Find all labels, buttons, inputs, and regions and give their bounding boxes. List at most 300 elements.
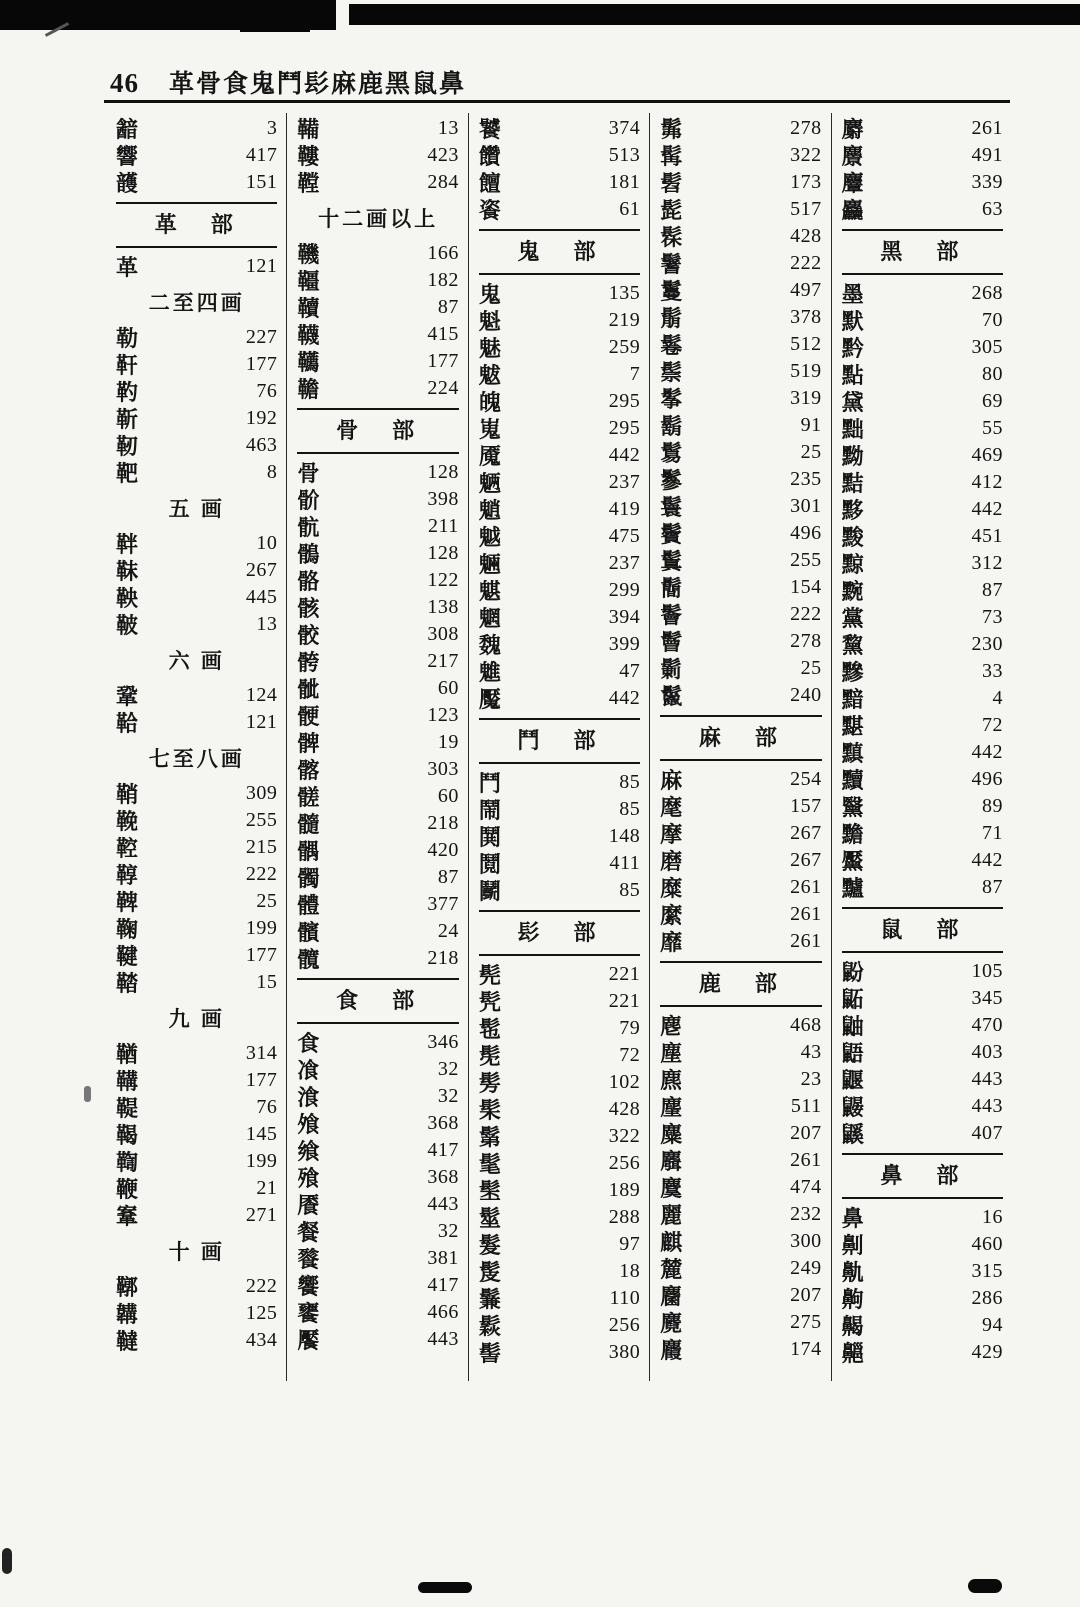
entry-page-number: 295	[608, 417, 641, 439]
entry-page-number: 18	[619, 1260, 641, 1282]
index-entry	[842, 847, 1003, 874]
entry-page-number: 380	[608, 1341, 641, 1363]
entry-page-number: 80	[982, 363, 1004, 385]
entry-character: 黯	[841, 687, 864, 712]
radical-section-header: 鬥 部	[479, 718, 640, 764]
entry-page-number: 496	[971, 768, 1004, 790]
entry-character: 魅	[478, 336, 501, 361]
index-entry	[660, 1336, 821, 1363]
index-entry	[116, 1202, 277, 1229]
entry-page-number: 443	[971, 1068, 1004, 1090]
entry-character: 骾	[297, 704, 320, 729]
entry-page-number: 259	[608, 336, 641, 358]
entry-character: 勒	[116, 326, 139, 351]
entry-character: 魍	[478, 606, 501, 631]
scan-artifact-top-left-bar	[0, 0, 336, 30]
entry-page-number: 429	[971, 1341, 1004, 1363]
entry-page-number: 475	[608, 525, 641, 547]
index-entry	[116, 1040, 277, 1067]
entry-page-number: 157	[790, 795, 822, 817]
index-entry	[479, 988, 640, 1015]
entry-page-number: 434	[245, 1329, 278, 1351]
entry-page-number: 7	[629, 363, 641, 385]
entry-page-number: 235	[790, 468, 822, 490]
index-entry	[297, 594, 458, 621]
entry-page-number: 224	[427, 377, 459, 399]
entry-page-number: 368	[427, 1112, 459, 1134]
entry-character: 湌	[297, 1085, 320, 1110]
entry-page-number: 123	[427, 704, 459, 726]
entry-page-number: 295	[608, 390, 641, 412]
index-entry	[660, 1093, 821, 1120]
entry-character: 髫	[660, 171, 683, 196]
index-entry	[479, 1177, 640, 1204]
entry-character: 韽	[116, 117, 139, 142]
entry-character: 韂	[297, 377, 320, 402]
entry-page-number: 398	[427, 488, 459, 510]
entry-character: 墨	[841, 282, 864, 307]
entry-character: 麚	[660, 1338, 683, 1363]
entry-character: 鼫	[841, 987, 864, 1012]
entry-page-number: 261	[790, 876, 822, 898]
index-entry	[660, 466, 821, 493]
entry-character: 靽	[116, 532, 139, 557]
entry-page-number: 466	[427, 1301, 459, 1323]
entry-character: 食	[297, 1031, 320, 1056]
radical-section-header: 鹿 部	[660, 961, 821, 1007]
entry-character: 鞘	[116, 782, 139, 807]
entry-page-number: 32	[437, 1220, 459, 1242]
entry-character: 鞞	[116, 890, 139, 915]
index-entry	[479, 1096, 640, 1123]
entry-page-number: 271	[245, 1204, 278, 1226]
entry-page-number: 174	[790, 1338, 822, 1360]
entry-page-number: 468	[790, 1014, 822, 1036]
entry-character: 黨	[841, 606, 864, 631]
scan-artifact-top-right-bar	[349, 4, 1080, 25]
entry-character: 骯	[297, 515, 320, 540]
index-entry	[842, 388, 1003, 415]
entry-character: 麖	[841, 144, 864, 169]
index-entry	[660, 331, 821, 358]
index-entry	[116, 557, 277, 584]
entry-page-number: 218	[427, 947, 459, 969]
index-entry	[842, 169, 1003, 196]
entry-page-number: 85	[619, 798, 641, 820]
index-entry	[116, 611, 277, 638]
entry-character: 黳	[841, 795, 864, 820]
entry-character: 縻	[660, 903, 683, 928]
entry-character: 摩	[660, 822, 683, 847]
index-entry	[479, 685, 640, 712]
entry-page-number: 60	[437, 677, 459, 699]
index-entry	[660, 358, 821, 385]
index-entry	[660, 601, 821, 628]
index-entry	[479, 1258, 640, 1285]
entry-page-number: 322	[790, 144, 822, 166]
entry-character: 黷	[841, 768, 864, 793]
entry-page-number: 411	[609, 852, 641, 874]
entry-page-number: 417	[245, 144, 278, 166]
entry-page-number: 87	[982, 876, 1004, 898]
entry-page-number: 177	[427, 350, 459, 372]
entry-page-number: 394	[608, 606, 641, 628]
index-entry	[660, 115, 821, 142]
entry-page-number: 460	[971, 1233, 1004, 1255]
entry-page-number: 218	[427, 812, 459, 834]
entry-page-number: 451	[971, 525, 1004, 547]
entry-character: 麛	[660, 1149, 683, 1174]
entry-character: 鼯	[841, 1041, 864, 1066]
entry-character: 鞌	[116, 1204, 139, 1229]
index-entry	[660, 547, 821, 574]
index-entry	[116, 142, 277, 169]
index-entry	[297, 348, 458, 375]
entry-page-number: 76	[256, 1096, 278, 1118]
index-entry	[116, 1121, 277, 1148]
entry-character: 黛	[841, 390, 864, 415]
entry-page-number: 420	[427, 839, 459, 861]
entry-character: 鞚	[116, 836, 139, 861]
stroke-count-subheader: 五 画	[168, 497, 225, 521]
index-entry	[297, 864, 458, 891]
entry-character: 饔	[297, 1301, 320, 1326]
entry-character: 鶻	[297, 542, 320, 567]
entry-page-number: 124	[245, 684, 278, 706]
entry-character: 鞫	[116, 1150, 139, 1175]
entry-page-number: 79	[619, 1017, 641, 1039]
entry-character: 鼢	[841, 960, 864, 985]
stroke-count-subheader: 九 画	[168, 1007, 225, 1031]
entry-character: 鞠	[116, 917, 139, 942]
index-entry	[479, 1042, 640, 1069]
entry-page-number: 32	[437, 1058, 459, 1080]
entry-page-number: 442	[971, 741, 1004, 763]
entry-character: 黧	[841, 633, 864, 658]
entry-character: 魘	[478, 687, 501, 712]
entry-page-number: 121	[245, 711, 278, 733]
entry-character: 魋	[478, 660, 501, 685]
entry-character: 麀	[660, 1014, 683, 1039]
index-entry	[297, 891, 458, 918]
entry-character: 飡	[297, 1058, 320, 1083]
entry-character: 鬼	[478, 282, 501, 307]
index-entry	[297, 1110, 458, 1137]
entry-page-number: 87	[982, 579, 1004, 601]
entry-character: 靭	[116, 434, 139, 459]
entry-character: 鞹	[116, 1275, 139, 1300]
entry-page-number: 378	[790, 306, 822, 328]
entry-character: 餈	[478, 198, 501, 223]
index-entry	[660, 169, 821, 196]
index-entry	[479, 769, 640, 796]
index-entry	[116, 324, 277, 351]
entry-character: 饘	[478, 171, 501, 196]
entry-character: 黸	[841, 876, 864, 901]
radical-section-header: 骨 部	[297, 408, 458, 454]
index-entry	[842, 307, 1003, 334]
page-number: 46	[110, 68, 139, 98]
entry-character: 髓	[297, 812, 320, 837]
entry-character: 饕	[478, 117, 501, 142]
index-entry	[116, 405, 277, 432]
index-entry	[660, 793, 821, 820]
index-entry	[116, 942, 277, 969]
entry-character: 麻	[660, 768, 683, 793]
entry-page-number: 125	[245, 1302, 278, 1324]
entry-character: 鞏	[116, 684, 139, 709]
entry-page-number: 469	[971, 444, 1004, 466]
entry-character: 饗	[297, 1274, 320, 1299]
entry-character: 劓	[841, 1233, 864, 1258]
entry-page-number: 442	[608, 444, 641, 466]
entry-page-number: 189	[608, 1179, 641, 1201]
entry-page-number: 94	[982, 1314, 1004, 1336]
entry-character: 韝	[116, 1302, 139, 1327]
entry-page-number: 87	[437, 296, 459, 318]
index-entry	[660, 1012, 821, 1039]
entry-character: 鬃	[660, 360, 683, 385]
entry-character: 鬑	[478, 1287, 501, 1312]
entry-page-number: 76	[256, 380, 278, 402]
entry-character: 麤	[841, 198, 864, 223]
index-column-2	[286, 113, 467, 1381]
index-entry	[297, 169, 458, 196]
entry-page-number: 85	[619, 771, 641, 793]
entry-page-number: 497	[790, 279, 822, 301]
entry-page-number: 97	[619, 1233, 641, 1255]
entry-character: 鬥	[478, 771, 501, 796]
entry-page-number: 267	[245, 559, 278, 581]
entry-page-number: 319	[790, 387, 822, 409]
entry-character: 靡	[660, 930, 683, 955]
index-entry	[842, 415, 1003, 442]
entry-character: 黔	[841, 336, 864, 361]
entry-character: 鞴	[297, 117, 320, 142]
index-entry	[479, 361, 640, 388]
page-title: 革骨食鬼鬥髟麻鹿黑鼠鼻	[169, 71, 467, 98]
entry-page-number: 256	[608, 1152, 641, 1174]
index-entry	[297, 756, 458, 783]
radical-section-header: 鼠 部	[842, 907, 1003, 953]
index-entry	[116, 1300, 277, 1327]
index-entry	[660, 250, 821, 277]
index-entry	[660, 1309, 821, 1336]
index-entry	[660, 439, 821, 466]
entry-character: 革	[116, 255, 139, 280]
entry-character: 麑	[660, 1311, 683, 1336]
entry-page-number: 63	[982, 198, 1004, 220]
entry-character: 髠	[478, 990, 501, 1015]
index-entry	[479, 1231, 640, 1258]
entry-page-number: 237	[608, 552, 641, 574]
entry-character: 鬎	[660, 657, 683, 682]
index-entry	[297, 1029, 458, 1056]
entry-page-number: 55	[982, 417, 1004, 439]
index-entry	[116, 530, 277, 557]
entry-page-number: 312	[971, 552, 1004, 574]
entry-page-number: 286	[971, 1287, 1004, 1309]
entry-character: 鬍	[660, 414, 683, 439]
entry-character: 鬖	[660, 468, 683, 493]
entry-page-number: 128	[427, 461, 459, 483]
entry-page-number: 513	[608, 144, 641, 166]
radical-section-header: 黑 部	[842, 229, 1003, 275]
entry-character: 鞻	[297, 144, 320, 169]
entry-character: 麈	[660, 1095, 683, 1120]
entry-page-number: 89	[982, 795, 1004, 817]
index-entry	[479, 1204, 640, 1231]
index-entry	[660, 196, 821, 223]
entry-page-number: 199	[245, 917, 278, 939]
entry-character: 髹	[660, 225, 683, 250]
entry-page-number: 314	[245, 1042, 278, 1064]
entry-character: 鬨	[478, 825, 501, 850]
entry-character: 髂	[297, 758, 320, 783]
entry-character: 鞬	[116, 944, 139, 969]
entry-character: 魇	[478, 444, 501, 469]
entry-page-number: 148	[608, 825, 641, 847]
entry-character: 麕	[660, 1284, 683, 1309]
index-entry	[660, 412, 821, 439]
entry-character: 磨	[660, 849, 683, 874]
entry-character: 鬒	[660, 549, 683, 574]
entry-character: 鼴	[841, 1068, 864, 1093]
index-entry	[297, 1272, 458, 1299]
entry-page-number: 177	[245, 353, 278, 375]
index-entry	[842, 196, 1003, 223]
entry-character: 齆	[841, 1341, 864, 1366]
entry-character: 髯	[660, 144, 683, 169]
index-entry	[297, 294, 458, 321]
entry-page-number: 25	[256, 890, 278, 912]
entry-page-number: 10	[256, 532, 278, 554]
index-entry	[842, 820, 1003, 847]
entry-character: 魌	[478, 579, 501, 604]
index-entry	[116, 915, 277, 942]
entry-character: 塵	[660, 1041, 683, 1066]
entry-character: 黠	[841, 471, 864, 496]
stroke-count-subheader: 十二画以上	[318, 207, 439, 231]
entry-page-number: 33	[982, 660, 1004, 682]
entry-page-number: 25	[800, 657, 822, 679]
index-entry	[842, 766, 1003, 793]
index-entry	[297, 267, 458, 294]
entry-page-number: 230	[971, 633, 1004, 655]
entry-page-number: 261	[790, 1149, 822, 1171]
entry-character: 鞔	[116, 809, 139, 834]
entry-character: 嵬	[478, 417, 501, 442]
entry-character: 髖	[297, 947, 320, 972]
entry-page-number: 303	[427, 758, 459, 780]
entry-character: 鬄	[660, 441, 683, 466]
entry-character: 麗	[660, 1203, 683, 1228]
entry-character: 餐	[297, 1220, 320, 1245]
index-entry	[842, 958, 1003, 985]
entry-character: 鼹	[841, 1095, 864, 1120]
entry-page-number: 268	[971, 282, 1004, 304]
index-entry	[297, 1218, 458, 1245]
index-entry	[479, 334, 640, 361]
entry-character: 魏	[478, 633, 501, 658]
entry-character: 髽	[478, 1206, 501, 1231]
index-entry	[297, 459, 458, 486]
radical-section-header: 革 部	[116, 202, 277, 248]
entry-page-number: 25	[800, 441, 822, 463]
index-entry	[297, 702, 458, 729]
entry-page-number: 463	[245, 434, 278, 456]
index-entry	[660, 1282, 821, 1309]
entry-character: 魃	[478, 363, 501, 388]
index-entry	[842, 523, 1003, 550]
entry-page-number: 442	[971, 498, 1004, 520]
entry-page-number: 91	[800, 414, 822, 436]
entry-page-number: 428	[790, 225, 822, 247]
index-entry	[842, 874, 1003, 901]
entry-character: 髬	[478, 1179, 501, 1204]
entry-character: 麝	[841, 117, 864, 142]
entry-page-number: 346	[427, 1031, 459, 1053]
entry-page-number: 254	[790, 768, 822, 790]
index-entry	[116, 1327, 277, 1354]
entry-page-number: 110	[609, 1287, 641, 1309]
entry-page-number: 412	[971, 471, 1004, 493]
entry-page-number: 61	[619, 198, 641, 220]
entry-page-number: 128	[427, 542, 459, 564]
entry-character: 骹	[297, 623, 320, 648]
entry-page-number: 237	[608, 471, 641, 493]
header-rule	[104, 100, 1010, 103]
index-entry	[660, 1174, 821, 1201]
entry-page-number: 301	[790, 495, 822, 517]
entry-character: 餮	[297, 1247, 320, 1272]
index-entry	[660, 1066, 821, 1093]
entry-page-number: 345	[971, 987, 1004, 1009]
radical-section-header: 食 部	[297, 978, 458, 1024]
entry-character: 魆	[478, 525, 501, 550]
entry-page-number: 121	[245, 255, 278, 277]
entry-character: 髕	[297, 920, 320, 945]
index-entry	[479, 142, 640, 169]
index-entry	[842, 280, 1003, 307]
entry-character: 鬠	[660, 603, 683, 628]
index-entry	[479, 577, 640, 604]
page-header	[110, 64, 1010, 100]
entry-page-number: 417	[427, 1139, 459, 1161]
entry-character: 鞧	[116, 1042, 139, 1067]
index-entry	[116, 834, 277, 861]
entry-page-number: 442	[608, 687, 641, 709]
entry-page-number: 261	[971, 117, 1004, 139]
entry-page-number: 278	[790, 117, 822, 139]
entry-character: 麓	[660, 1257, 683, 1282]
index-entry	[842, 469, 1003, 496]
entry-page-number: 13	[256, 613, 278, 635]
entry-page-number: 267	[790, 822, 822, 844]
index-entry	[297, 648, 458, 675]
entry-character: 黶	[841, 849, 864, 874]
entry-character: 骨	[297, 461, 320, 486]
entry-page-number: 69	[982, 390, 1004, 412]
entry-page-number: 374	[608, 117, 641, 139]
index-entry	[660, 1120, 821, 1147]
entry-character: 靮	[116, 380, 139, 405]
entry-page-number: 72	[982, 714, 1004, 736]
entry-page-number: 255	[245, 809, 278, 831]
index-entry	[479, 469, 640, 496]
entry-page-number: 173	[790, 171, 822, 193]
index-entry	[479, 877, 640, 904]
